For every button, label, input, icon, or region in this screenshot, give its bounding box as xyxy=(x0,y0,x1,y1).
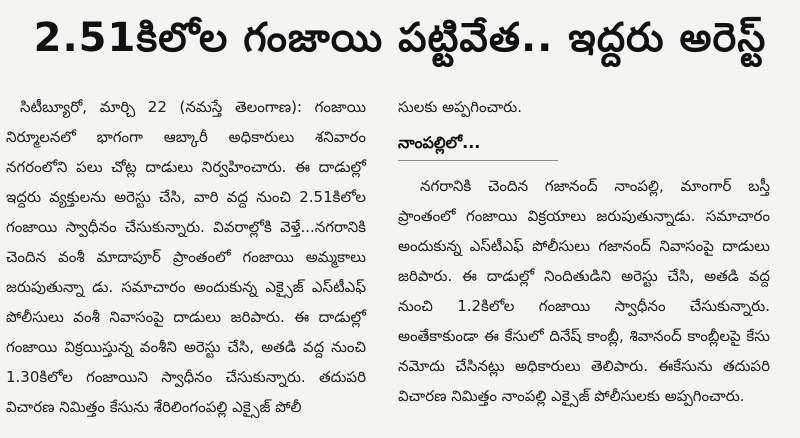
right-column-continuation: సులకు అప్పగించారు. xyxy=(398,98,522,116)
subheading-divider xyxy=(398,160,558,161)
left-column xyxy=(6,92,366,422)
article-headline: 2.51కిలోల గంజాయి పట్టివేత.. ఇద్దరు అరెస్ట్ xyxy=(33,15,767,61)
section-subheading: నాంపల్లిలో... xyxy=(398,133,481,152)
right-column-body: నగరానికి చెందిన గజానంద్‌ నాంపల్లి, మాంగార్‌ బస్తీ ప్రాంతంలో గంజాయి విక్రయాలు జరుపుతున్నాడు. సమాచారం అందుకున్న ఎస్‌టీఎఫ్‌ పోలీసులు గజానంద్‌ నివాసంపై దాడులు జరిపారు. ఈ దాడుల్లో నిందితుడిని అరెస్టు చేసి, అతడి వద్ద నుంచి 1.2కిలోల గంజాయి స్వాధీనం చేసుకున్నారు. అంతేకాకుండా ఈ కేసులో దినేష్‌ కాంబ్లీ, శివానంద్‌ కాంబ్లీలపై కేసు నమోదు చేసినట్లు అధికారులు తెలిపారు. ఈకేసును తదుపరి విచారణ నిమిత్తం నాంపల్లి ఎక్సైజ్‌ పోలీసులకు అప్పగించారు. xyxy=(398,177,770,405)
right-column xyxy=(398,92,770,411)
left-column-body: సిటీబ్యూరో, మార్చి 22 (నమస్తే తెలంగాణ): గంజాయి నిర్మూలనలో భాగంగా ఆబ్కారీ అధికారులు శనివారం నగరంలోని పలు చోట్ల దాడులు నిర్వహించారు. ఈ దాడుల్లో ఇద్దరు వ్యక్తులను అరెస్టు చేసి, వారి వద్ద నుంచి 2.51కిలోల గంజాయి స్వాధీనం చేసుకున్నారు. వివరాల్లోకి వెళ్తే...నగరానికి చెందిన వంశీ మాదాపూర్‌ ప్రాంతంలో గంజాయి అమ్మకాలు జరుపుతున్నా డు. సమాచారం అందుకున్న ఎక్సైజ్‌ ఎస్‌టీఎఫ్‌ పోలీసులు వంశీ నివాసంపై దాడులు జరిపారు. ఈ దాడుల్లో గంజాయి విక్రయిస్తున్న వంశీని అరెస్టు చేసి, అతడి వద్ద నుంచి 1.30కిలోల గంజాయిని స్వాధీనం చేసుకున్నారు. తదుపరి విచారణ నిమిత్తం కేసును శేరిలింగంపల్లి ఎక్సైజ్‌ పోలీ xyxy=(6,98,366,416)
